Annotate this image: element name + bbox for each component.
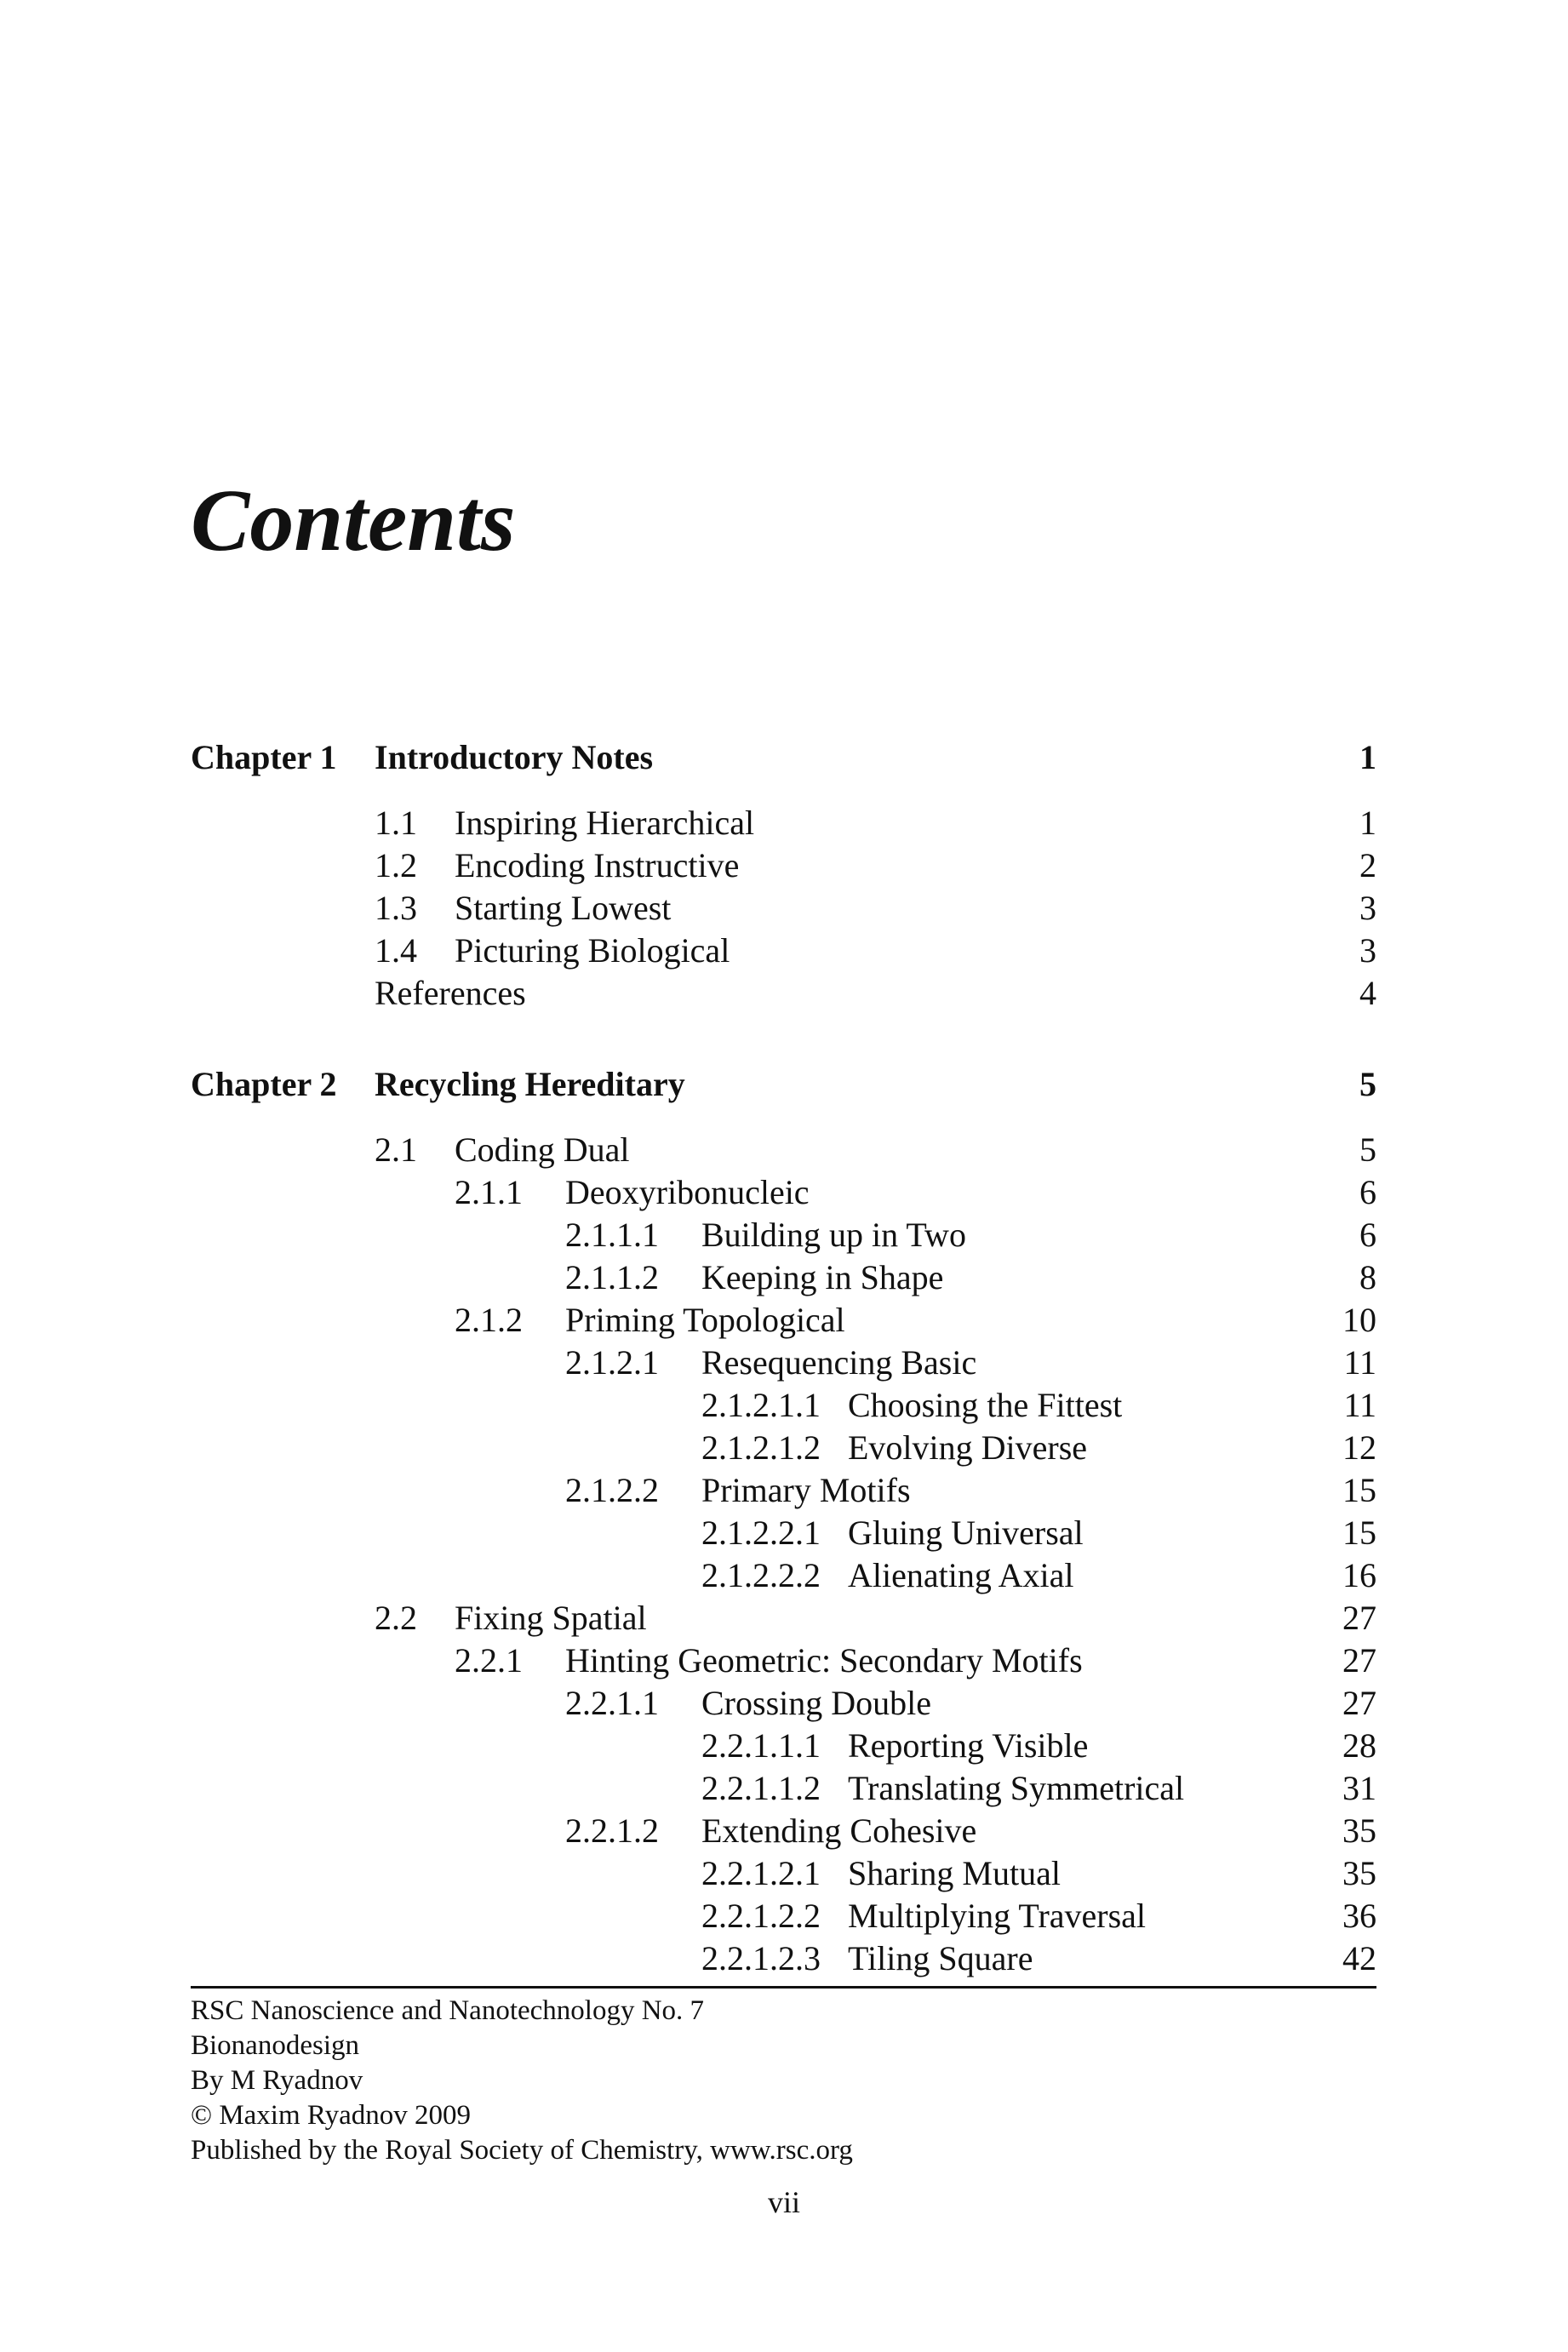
entry-number: 2.1.2.1 — [565, 1343, 659, 1382]
entry-number: 2.2 — [375, 1599, 417, 1637]
entry-title: Picturing Biological — [455, 931, 730, 970]
toc-entry[interactable] — [191, 1129, 1376, 1171]
entry-page: 42 — [1342, 1939, 1376, 1977]
chapter-entries — [191, 1129, 1376, 1980]
page-number: vii — [767, 2185, 800, 2219]
entry-number: 2.2.1.1 — [565, 1684, 659, 1722]
entry-number: 2.2.1.2.2 — [701, 1897, 821, 1935]
entry-title: Inspiring Hierarchical — [455, 804, 755, 842]
entry-number: 2.2.1.1.1 — [701, 1726, 821, 1765]
entry-number: 2.1 — [375, 1130, 417, 1169]
entry-page: 27 — [1342, 1641, 1376, 1680]
entry-page: 6 — [1359, 1173, 1376, 1211]
toc-entry[interactable] — [191, 1852, 1376, 1895]
entry-number: 2.1.2.1.1 — [701, 1386, 821, 1424]
entry-page: 11 — [1343, 1386, 1376, 1424]
entry-page: 12 — [1342, 1428, 1376, 1467]
entry-number: 1.3 — [375, 889, 417, 927]
toc-entry[interactable] — [191, 1171, 1376, 1214]
toc-entry[interactable] — [191, 930, 1376, 972]
toc-entry[interactable] — [191, 972, 1376, 1015]
entry-number: 2.1.1 — [455, 1173, 523, 1211]
entry-number: 1.1 — [375, 804, 417, 842]
entry-page: 3 — [1359, 889, 1376, 927]
entry-title: Evolving Diverse — [848, 1428, 1088, 1467]
entry-number: 1.2 — [375, 846, 417, 884]
entry-number: 2.1.2 — [455, 1301, 523, 1339]
toc-entry[interactable] — [191, 802, 1376, 844]
toc-entry[interactable] — [191, 1810, 1376, 1852]
entry-title: Sharing Mutual — [848, 1854, 1061, 1892]
toc-entry[interactable] — [191, 1427, 1376, 1469]
entry-page: 15 — [1342, 1471, 1376, 1509]
toc-entry[interactable] — [191, 887, 1376, 930]
toc-entry[interactable] — [191, 1342, 1376, 1384]
chapter-section — [191, 1059, 1376, 1980]
chapter-heading[interactable] — [191, 1059, 1376, 1110]
entry-page: 10 — [1342, 1301, 1376, 1339]
chapter-entries — [191, 802, 1376, 1015]
toc-entry[interactable] — [191, 1682, 1376, 1725]
toc-entry[interactable] — [191, 844, 1376, 887]
chapter-heading[interactable] — [191, 732, 1376, 783]
entry-title: Hinting Geometric: Secondary Motifs — [565, 1641, 1083, 1680]
chapter-page: 1 — [1359, 738, 1376, 776]
toc-entry[interactable] — [191, 1256, 1376, 1299]
entry-title: Reporting Visible — [848, 1726, 1089, 1765]
toc-entry[interactable] — [191, 1597, 1376, 1640]
entry-number: 2.2.1.1.2 — [701, 1769, 821, 1807]
chapter-section — [191, 732, 1376, 1015]
entry-title: Deoxyribonucleic — [565, 1173, 810, 1211]
toc-entry[interactable] — [191, 1895, 1376, 1937]
entry-number: 2.1.2.2.2 — [701, 1556, 821, 1594]
copyright-line: © Maxim Ryadnov 2009 — [191, 2100, 471, 2131]
entry-number: 2.1.2.1.2 — [701, 1428, 821, 1467]
entry-title: Tiling Square — [848, 1939, 1033, 1977]
footer — [191, 1994, 853, 2168]
entry-title: Building up in Two — [701, 1216, 966, 1254]
entry-page: 5 — [1359, 1130, 1376, 1169]
entry-page: 4 — [1359, 974, 1376, 1012]
toc-entry[interactable] — [191, 1767, 1376, 1810]
entry-title: Coding Dual — [455, 1130, 630, 1169]
entry-page: 35 — [1342, 1811, 1376, 1850]
footer-divider — [191, 1986, 1376, 1989]
entry-number: 2.2.1 — [455, 1641, 523, 1680]
entry-page: 15 — [1342, 1514, 1376, 1552]
entry-number: 2.2.1.2 — [565, 1811, 659, 1850]
entry-number: 2.1.1.1 — [565, 1216, 659, 1254]
entry-title: Keeping in Shape — [701, 1258, 944, 1296]
toc-entry[interactable] — [191, 1725, 1376, 1767]
entry-title: References — [375, 974, 526, 1012]
series-line: RSC Nanoscience and Nanotechnology No. 7 — [191, 1995, 705, 2026]
entry-title: Encoding Instructive — [455, 846, 740, 884]
entry-page: 11 — [1343, 1343, 1376, 1382]
author-line: By M Ryadnov — [191, 2065, 363, 2096]
toc-entry[interactable] — [191, 1384, 1376, 1427]
toc-entry[interactable] — [191, 1554, 1376, 1597]
entry-page: 27 — [1342, 1684, 1376, 1722]
table-of-contents — [191, 732, 1376, 1980]
book-title: Bionanodesign — [191, 2030, 359, 2061]
entry-page: 8 — [1359, 1258, 1376, 1296]
chapter-title: Recycling Hereditary — [375, 1065, 685, 1103]
chapter-label: Chapter 1 — [191, 738, 337, 776]
entry-title: Gluing Universal — [848, 1514, 1084, 1552]
entry-title: Fixing Spatial — [455, 1599, 647, 1637]
entry-title: Resequencing Basic — [701, 1343, 977, 1382]
entry-title: Translating Symmetrical — [848, 1769, 1185, 1807]
entry-page: 36 — [1342, 1897, 1376, 1935]
entry-number: 2.2.1.2.3 — [701, 1939, 821, 1977]
toc-entry[interactable] — [191, 1512, 1376, 1554]
entry-title: Primary Motifs — [701, 1471, 911, 1509]
toc-entry[interactable] — [191, 1640, 1376, 1682]
toc-entry[interactable] — [191, 1469, 1376, 1512]
page-title: Contents — [191, 472, 516, 569]
chapter-label: Chapter 2 — [191, 1065, 337, 1103]
entry-page: 16 — [1342, 1556, 1376, 1594]
publisher-line: Published by the Royal Society of Chemistry, www.rsc.org — [191, 2135, 853, 2166]
entry-page: 3 — [1359, 931, 1376, 970]
entry-number: 2.1.2.2.1 — [701, 1514, 821, 1552]
entry-page: 27 — [1342, 1599, 1376, 1637]
chapter-title: Introductory Notes — [375, 738, 654, 776]
entry-page: 6 — [1359, 1216, 1376, 1254]
entry-number: 2.1.1.2 — [565, 1258, 659, 1296]
chapter-page: 5 — [1359, 1065, 1376, 1103]
entry-title: Choosing the Fittest — [848, 1386, 1123, 1424]
entry-title: Crossing Double — [701, 1684, 931, 1722]
toc-entry[interactable] — [191, 1299, 1376, 1342]
entry-title: Starting Lowest — [455, 889, 672, 927]
entry-page: 28 — [1342, 1726, 1376, 1765]
toc-entry[interactable] — [191, 1214, 1376, 1256]
entry-number: 2.2.1.2.1 — [701, 1854, 821, 1892]
entry-page: 2 — [1359, 846, 1376, 884]
entry-page: 1 — [1359, 804, 1376, 842]
entry-title: Multiplying Traversal — [848, 1897, 1147, 1935]
entry-number: 2.1.2.2 — [565, 1471, 659, 1509]
entry-number: 1.4 — [375, 931, 417, 970]
entry-title: Alienating Axial — [848, 1556, 1074, 1594]
entry-page: 31 — [1342, 1769, 1376, 1807]
entry-page: 35 — [1342, 1854, 1376, 1892]
entry-title: Extending Cohesive — [701, 1811, 977, 1850]
entry-title: Priming Topological — [565, 1301, 845, 1339]
toc-entry[interactable] — [191, 1937, 1376, 1980]
